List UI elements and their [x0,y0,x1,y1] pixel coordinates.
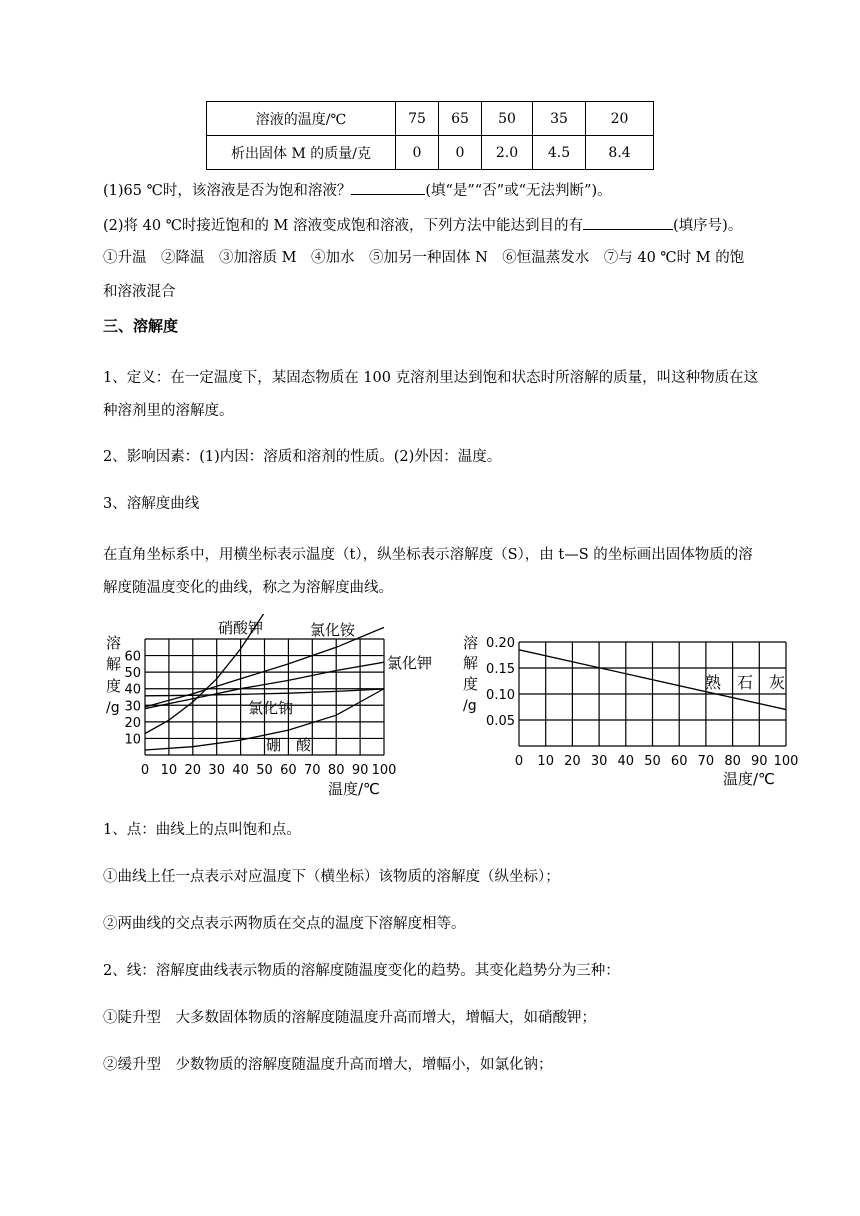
y-axis-label: 度 [463,675,479,693]
y-tick-label: 0.20 [486,636,515,651]
x-tick-label: 40 [617,754,635,769]
section-title: 三、溶解度 [103,317,179,335]
x-tick-label: 10 [160,763,178,778]
y-tick-label: 30 [124,699,141,715]
question-1-text: (1)65 ℃时，该溶液是否为饱和溶液？ [103,183,352,199]
line-2: ②缓升型 少数物质的溶解度随温度升高而增大，增幅小，如氯化钠； [103,1057,553,1073]
x-tick-label: 100 [371,763,397,778]
table-header: 溶液的温度/℃ [207,102,396,136]
table-cell: 4.5 [533,136,586,170]
y-axis-label: 溶 [463,634,479,652]
point-2: ②两曲线的交点表示两物质在交点的温度下溶解度相等。 [103,916,466,932]
definition: 1、定义：在一定温度下，某固态物质在 100 克溶剂里达到饱和状态时所溶解的质量，叫这种物质在这种溶剂里的溶解度。 [103,370,759,419]
factors: 2、影响因素：(1)内因：溶质和溶剂的性质。(2)外因：温度。 [103,449,502,465]
chart-grid [519,642,786,746]
answer-blank[interactable] [351,180,425,195]
answer-blank[interactable] [583,215,673,230]
x-tick-labels [141,763,397,778]
curve-title: 3、溶解度曲线 [103,496,200,512]
question-2-options: ①升温 ②降温 ③加溶质 M ④加水 ⑤加另一种固体 N ⑥恒温蒸发水 ⑦与 40 ℃时 M 的饱 [103,250,745,266]
table-cell: 2.0 [482,136,533,170]
y-tick-label: 60 [124,649,141,665]
table-cell: 8.4 [586,136,654,170]
solubility-chart-1 [100,614,445,800]
series-label: 熟 石 灰 [705,673,786,692]
x-tick-label: 10 [537,754,554,769]
x-tick-label: 0 [140,763,150,778]
x-tick-label: 40 [232,763,249,778]
x-tick-label: 20 [184,763,202,778]
x-tick-label: 90 [351,763,369,778]
question-2-text: (2)将 40 ℃时接近饱和的 M 溶液变成饱和溶液，下列方法中能达到目的有 [103,218,583,234]
series-label: 硝酸钾 [218,619,264,637]
table-row [207,136,654,170]
line-1: ①陡升型 大多数固体物质的溶解度随温度升高而增大，增幅大，如硝酸钾； [103,1010,596,1026]
x-tick-label: 20 [564,754,581,769]
y-tick-label: 0.10 [486,688,515,703]
x-tick-labels [515,754,799,769]
table-cell: 50 [482,102,533,136]
table-cell: 0 [439,136,482,170]
y-tick-label: 0.15 [486,662,515,677]
x-tick-label: 80 [327,763,345,778]
table-cell: 20 [586,102,654,136]
x-tick-label: 70 [304,763,321,778]
y-axis-label: 解 [106,655,122,673]
x-tick-label: 60 [670,754,688,769]
series-label: 硼 酸 [266,736,312,754]
y-tick-label: 40 [124,682,141,698]
series-label: 氯化钠 [248,699,294,717]
table-header: 析出固体 M 的质量/克 [207,136,396,170]
question-2 [103,215,763,236]
data-table [206,101,654,170]
y-axis-label: 度 [106,677,122,695]
x-tick-label: 50 [256,763,273,778]
x-tick-label: 0 [514,754,524,769]
y-tick-label: 50 [124,666,141,682]
series-label: 氯化钾 [387,654,433,672]
x-tick-label: 30 [590,754,608,769]
table-cell: 65 [439,102,482,136]
solubility-chart-2 [460,630,805,792]
point-1: ①曲线上任一点表示对应温度下（横坐标）该物质的溶解度（纵坐标）； [103,869,560,885]
question-2-hint: (填序号)。 [673,218,743,234]
point-title: 1、点：曲线上的点叫饱和点。 [103,822,301,838]
y-axis-label: /g [106,700,120,716]
series-label: 氯化铵 [310,621,356,639]
x-axis-label: 温度/℃ [328,780,380,798]
table-cell: 35 [533,102,586,136]
line-title: 2、线：溶解度曲线表示物质的溶解度随温度变化的趋势。其变化趋势分为三种： [103,963,620,979]
x-tick-label: 50 [644,754,661,769]
x-tick-label: 80 [724,754,741,769]
y-axis-label: /g [463,698,477,714]
y-axis-label: 解 [463,654,479,672]
x-tick-label: 90 [751,754,768,769]
y-tick-label: 0.05 [486,714,515,729]
curve-description: 在直角坐标系中，用横坐标表示温度（t），纵坐标表示溶解度（S），由 t—S 的坐标画出固体物质的溶解度随温度变化的曲线，称之为溶解度曲线。 [103,547,753,596]
y-axis-label: 溶 [106,634,122,652]
y-tick-label: 20 [124,715,141,731]
question-2-options-cont: 和溶液混合 [103,284,176,300]
x-tick-label: 70 [697,754,715,769]
question-1 [103,180,763,201]
y-tick-label: 10 [124,732,141,748]
table-row [207,102,654,136]
y-tick-labels [486,636,515,729]
x-axis-label: 温度/℃ [723,770,775,788]
table-cell: 75 [396,102,439,136]
question-1-hint: (填“是”“否”或“无法判断”)。 [425,183,612,199]
y-tick-labels [124,650,141,748]
x-tick-label: 100 [773,754,799,769]
x-tick-label: 30 [208,763,225,778]
table-cell: 0 [396,136,439,170]
x-tick-label: 60 [280,763,297,778]
